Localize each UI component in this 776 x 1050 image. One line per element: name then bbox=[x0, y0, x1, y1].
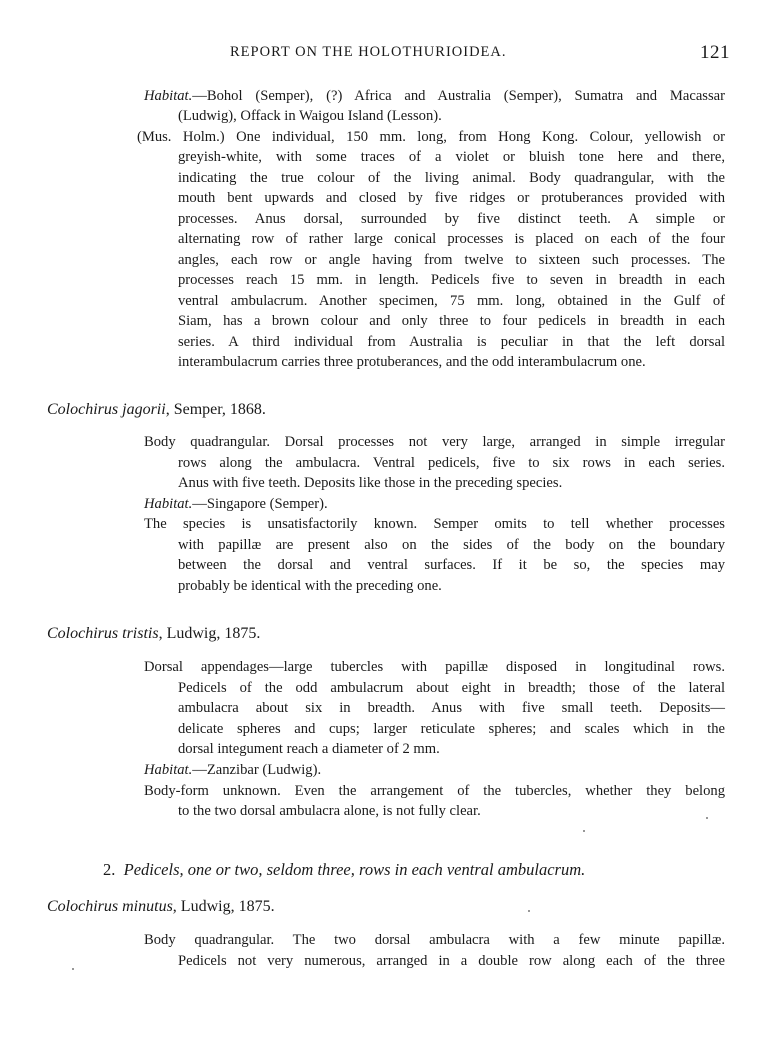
paragraph-line: indicating the true colour of the living animal. Body quadrangular, with the bbox=[178, 170, 725, 186]
paragraph-line: Dorsal appendages—large tubercles with papillæ disposed in longitudinal rows. bbox=[144, 659, 725, 675]
species-name: Colochirus jagorii bbox=[47, 401, 166, 418]
habitat-line-1 bbox=[144, 88, 725, 105]
paragraph-line: series. A third individual from Australia is peculiar in that the left dorsal bbox=[178, 334, 725, 350]
paragraph-line: (Mus. Holm.) One individual, 150 mm. long, from Hong Kong. Colour, yellowish or bbox=[137, 129, 725, 145]
paragraph-line: rows along the ambulacra. Ventral pedicels, five to six rows in each series. bbox=[178, 455, 725, 471]
paragraph-line: The species is unsatisfactorily known. Semper omits to tell whether processes bbox=[144, 516, 725, 532]
species-name: Colochirus tristis bbox=[47, 625, 159, 642]
paragraph-line: dorsal integument reach a diameter of 2 mm. bbox=[178, 741, 440, 757]
habitat-label: Habitat. bbox=[144, 88, 193, 104]
paragraph-line: ventral ambulacrum. Another specimen, 75 mm. long, obtained in the Gulf of bbox=[178, 293, 725, 309]
paragraph-line: greyish-white, with some traces of a violet or bluish tone here and there, bbox=[178, 149, 725, 165]
species-author: , Ludwig, 1875. bbox=[158, 625, 261, 642]
habitat-text: —Bohol (Semper), (?) Africa and Australia (Semper), Sumatra and Macassar bbox=[192, 88, 725, 104]
running-title: REPORT ON THE HOLOTHURIOIDEA. bbox=[230, 44, 507, 60]
paragraph-line: Pedicels of the odd ambulacrum about eight in breadth; those of the lateral bbox=[178, 680, 725, 696]
section-title: Pedicels, one or two, seldom three, rows in each ventral ambulacrum. bbox=[123, 860, 586, 879]
paragraph-line: ambulacra about six in breadth. Anus with five small teeth. Deposits— bbox=[178, 700, 725, 716]
paragraph-line: to the two dorsal ambulacra alone, is not fully clear. bbox=[178, 803, 481, 819]
paragraph-line: interambulacrum carries three protuberances, and the odd interambulacrum one. bbox=[178, 354, 646, 370]
paragraph-line: delicate spheres and cups; larger reticulate spheres; and scales which in the bbox=[178, 721, 725, 737]
paragraph-line: Anus with five teeth. Deposits like those in the preceding species. bbox=[178, 475, 563, 491]
paragraph-line: alternating row of rather large conical processes is placed on each of the four bbox=[178, 231, 725, 247]
paragraph-line: with papillæ are present also on the sides of the body on the boundary bbox=[178, 537, 725, 553]
section-number: 2. bbox=[103, 860, 116, 879]
paragraph-line: Body-form unknown. Even the arrangement of the tubercles, whether they belong bbox=[144, 783, 725, 799]
scan-speck bbox=[528, 910, 530, 912]
habitat-line bbox=[144, 762, 725, 779]
species-name: Colochirus minutus bbox=[47, 898, 173, 915]
habitat-text: —Zanzibar (Ludwig). bbox=[192, 762, 322, 778]
page-number: 121 bbox=[700, 42, 730, 63]
species-author: , Semper, 1868. bbox=[165, 401, 266, 418]
paragraph-line: Pedicels not very numerous, arranged in a double row along each of the three bbox=[178, 953, 725, 969]
habitat-label: Habitat. bbox=[144, 762, 193, 778]
species-heading-colochirus-minutus bbox=[47, 898, 275, 916]
scan-speck bbox=[583, 830, 585, 832]
paragraph-line: (Ludwig), Offack in Waigou Island (Lesson). bbox=[178, 108, 442, 124]
habitat-label: Habitat. bbox=[144, 496, 193, 512]
paragraph-line: probably be identical with the preceding one. bbox=[178, 578, 442, 594]
species-author: , Ludwig, 1875. bbox=[172, 898, 275, 915]
paragraph-line: angles, each row or angle having from twelve to sixteen such processes. The bbox=[178, 252, 725, 268]
species-heading-colochirus-tristis bbox=[47, 625, 260, 643]
habitat-text: —Singapore (Semper). bbox=[192, 496, 328, 512]
habitat-line bbox=[144, 496, 725, 513]
species-heading-colochirus-jagorii bbox=[47, 401, 266, 419]
section-heading bbox=[103, 860, 585, 880]
paragraph-line: processes reach 15 mm. in length. Pedicels five to seven in breadth in each bbox=[178, 272, 725, 288]
paragraph-line: between the dorsal and ventral surfaces. If it be so, the species may bbox=[178, 557, 725, 573]
paragraph-line: processes. Anus dorsal, surrounded by five distinct teeth. A simple or bbox=[178, 211, 725, 227]
paragraph-line: Body quadrangular. The two dorsal ambulacra with a few minute papillæ. bbox=[144, 932, 725, 948]
paragraph-line: Body quadrangular. Dorsal processes not very large, arranged in simple irregular bbox=[144, 434, 725, 450]
scan-speck bbox=[72, 968, 74, 970]
scan-speck bbox=[706, 817, 708, 819]
paragraph-line: mouth bent upwards and closed by five ridges or protuberances provided with bbox=[178, 190, 725, 206]
paragraph-line: Siam, has a brown colour and only three to four pedicels in breadth in each bbox=[178, 313, 725, 329]
